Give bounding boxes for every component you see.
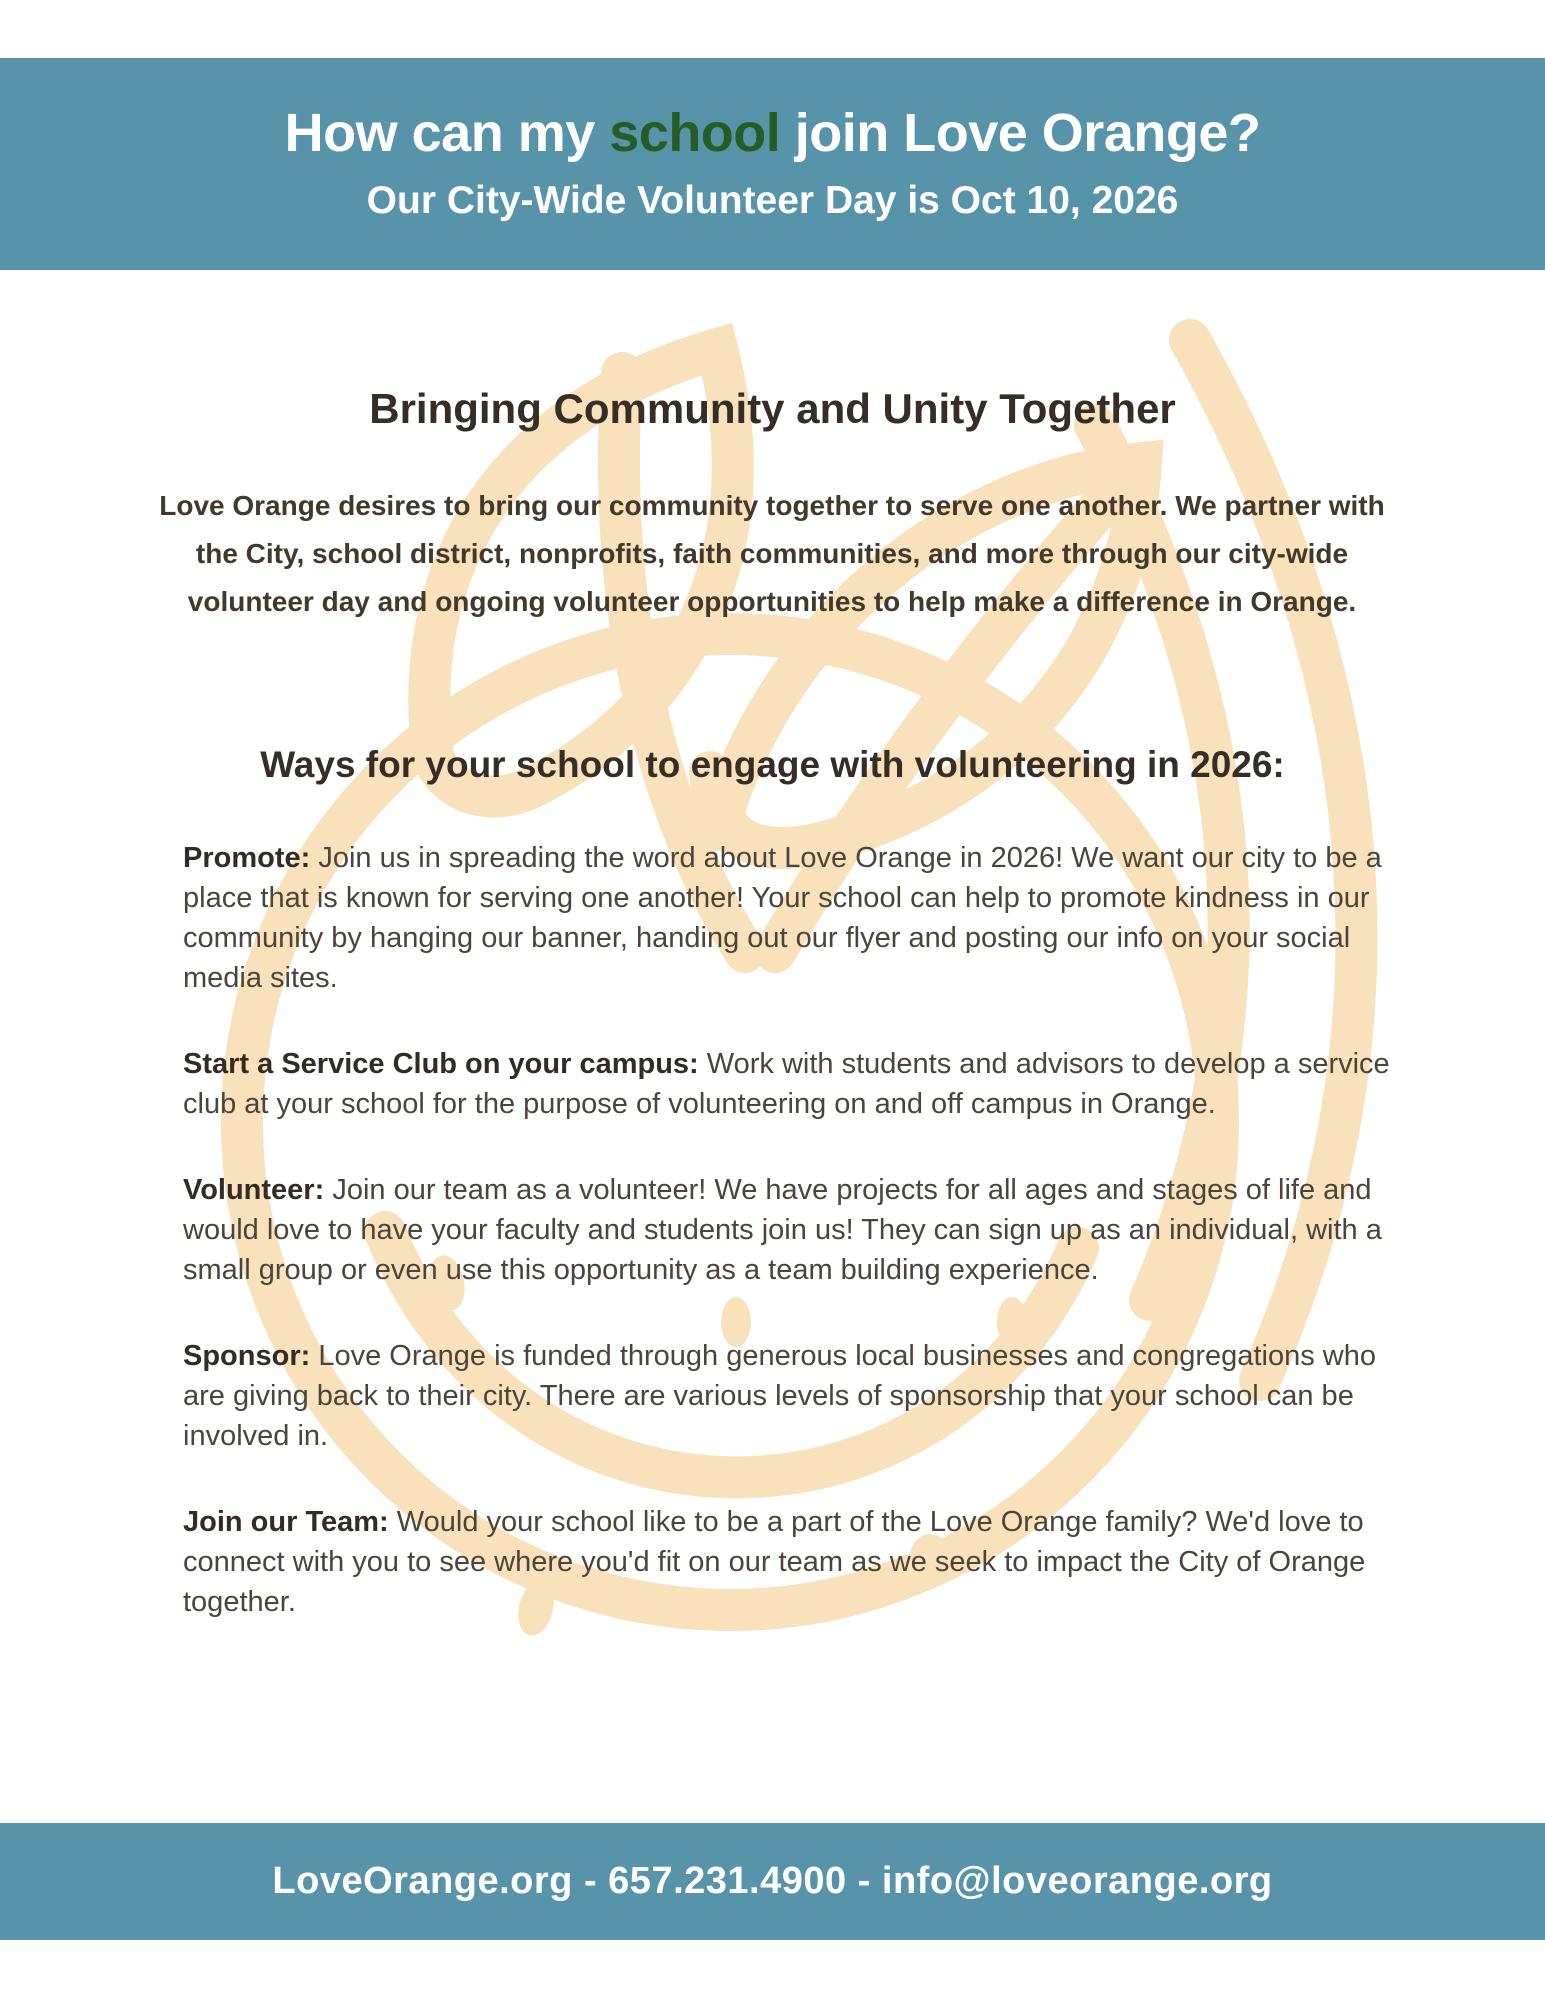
join-team-paragraph-text: Would your school like to be a part of the Love Orange family? We'd love to connect with you to see where you'd fit on our team as we seek to impact the City of Orange together. <box>183 1506 1366 1618</box>
page-title-post: join Love Orange? <box>780 103 1261 163</box>
promote-paragraph-lead: Promote: <box>183 842 319 874</box>
section-heading: Bringing Community and Unity Together <box>369 385 1176 432</box>
page-title <box>0 104 1545 163</box>
sponsor-paragraph-lead: Sponsor: <box>183 1340 319 1372</box>
volunteer-paragraph-lead: Volunteer: <box>183 1174 333 1206</box>
footer-website-link[interactable]: LoveOrange.org <box>272 1860 573 1902</box>
volunteer-paragraph <box>183 1170 1395 1290</box>
footer-email-link[interactable]: info@loveorange.org <box>881 1860 1273 1902</box>
service-club-paragraph-lead: Start a Service Club on your campus: <box>183 1048 707 1080</box>
sponsor-paragraph <box>183 1336 1395 1456</box>
join-team-paragraph-lead: Join our Team: <box>183 1506 397 1538</box>
footer-banner <box>0 1823 1545 1940</box>
page-subtitle: Our City-Wide Volunteer Day is Oct 10, 2026 <box>366 179 1179 222</box>
footer-separator: - <box>846 1860 882 1902</box>
page-title-highlight: school <box>609 103 781 163</box>
service-club-paragraph <box>183 1044 1395 1124</box>
page-title-pre: How can my <box>284 103 610 163</box>
sponsor-paragraph-text: Love Orange is funded through generous local businesses and congregations who are giving back to their city. There are various levels of sponsorship that your school can be involved in. <box>183 1340 1376 1452</box>
promote-paragraph <box>183 838 1395 998</box>
footer-phone: 657.231.4900 <box>608 1860 847 1902</box>
footer-separator: - <box>572 1860 609 1902</box>
volunteer-paragraph-text: Join our team as a volunteer! We have projects for all ages and stages of life and would love to have your faculty and students join us! They can sign up as an individual, with a small group or even use this opportunity as a team building experience. <box>183 1174 1382 1286</box>
ways-paragraph-list <box>183 838 1395 1668</box>
promote-paragraph-text: Join us in spreading the word about Love Orange in 2026! We want our city to be a place that is known for serving one another! Your school can help to promote kindness in our community by hanging our banner, handing out our flyer and posting our info on your social media sites. <box>183 842 1382 994</box>
service-club-paragraph-text: Work with students and advisors to develop a service club at your school for the purpose of volunteering on and off campus in Orange. <box>183 1048 1390 1120</box>
join-team-paragraph <box>183 1502 1395 1622</box>
header-banner <box>0 58 1545 270</box>
intro-paragraph: Love Orange desires to bring our community together to serve one another. We partner with the City, school district, nonprofits, faith communities, and more through our city-wide volunteer day and ongoing volunteer opportunities to help make a difference in Orange. <box>159 490 1385 617</box>
ways-subheading: Ways for your school to engage with volunteering in 2026: <box>260 744 1285 785</box>
